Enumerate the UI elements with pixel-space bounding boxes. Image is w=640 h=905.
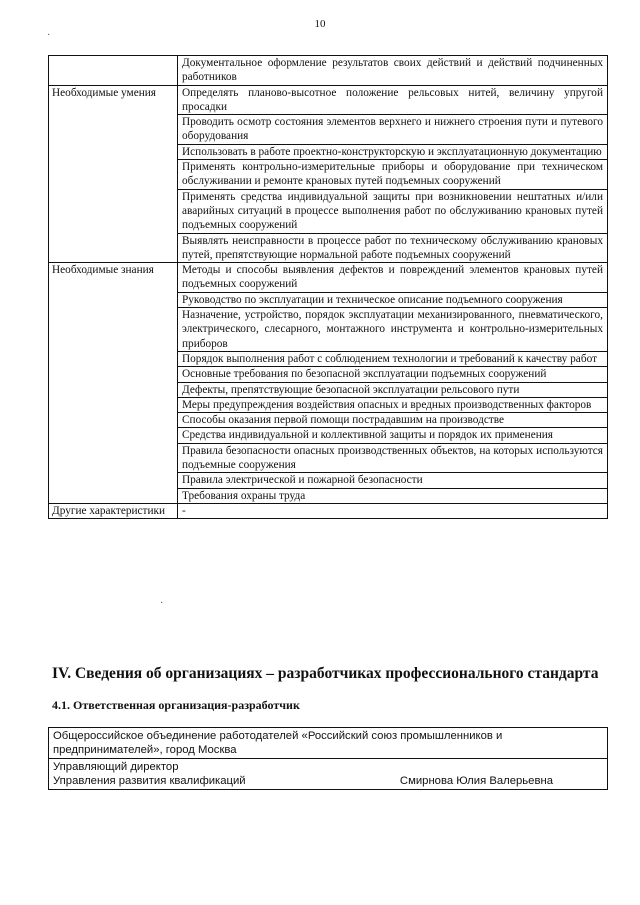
row-item: Применять средства индивидуальной защиты при возникновении нештатных и/или аварийных ситуаций в процессе выполнения работ по обслуживанию крановых путей подъемных сооружений [178, 189, 608, 233]
position-line-2 [53, 774, 603, 788]
row-item: Проводить осмотр состояния элементов верхнего и нижнего строения пути и путевого оборудования [178, 115, 608, 145]
table-row [49, 85, 608, 115]
row-item: Средства индивидуальной и коллективной защиты и порядок их применения [178, 428, 608, 443]
row-item: Руководство по эксплуатации и техническое описание подъемного сооружения [178, 292, 608, 307]
person-name: Смирнова Юлия Валерьевна [399, 775, 553, 787]
row-label: Необходимые знания [49, 263, 178, 504]
scan-mark: · [47, 30, 51, 41]
row-item: Дефекты, препятствующие безопасной эксплуатации рельсового пути [178, 382, 608, 397]
org-signatory [49, 759, 608, 790]
row-item: Назначение, устройство, порядок эксплуатации механизированного, пневматического, электрического, слесарного, монтажного инструмента и контрольно-измерительных приборов [178, 308, 608, 352]
row-item: Выявлять неисправности в процессе работ по техническому обслуживанию крановых путей, препятствующие нормальной работе подъемных сооружений [178, 233, 608, 263]
section-heading: IV. Сведения об организациях – разработчиках профессионального стандарта [52, 665, 599, 682]
row-item: Порядок выполнения работ с соблюдением технологии и требований к качеству работ [178, 351, 608, 366]
row-item: Методы и способы выявления дефектов и повреждений элементов крановых путей подъемных сооружений [178, 263, 608, 293]
row-label [49, 56, 178, 86]
position-line-2-text: Управления развития квалификаций [53, 775, 246, 787]
competency-table [48, 55, 608, 519]
row-item: Требования охраны труда [178, 488, 608, 503]
row-item: Документальное оформление результатов своих действий и действий подчиненных работников [178, 56, 608, 86]
row-item: Использовать в работе проектно-конструкторскую и эксплуатационную документацию [178, 144, 608, 159]
table-row [49, 263, 608, 293]
position-line-1: Управляющий директор [53, 761, 179, 773]
subsection-heading: 4.1. Ответственная организация-разработчик [52, 698, 300, 712]
row-item: Способы оказания первой помощи пострадавшим на производстве [178, 413, 608, 428]
org-name-row [49, 728, 608, 759]
page-number: 10 [314, 18, 326, 30]
row-label: Другие характеристики [49, 503, 178, 518]
row-item: - [178, 503, 608, 518]
competency-table-body [49, 56, 608, 519]
table-row [49, 503, 608, 518]
org-signatory-row [49, 759, 608, 790]
row-item: Основные требования по безопасной эксплуатации подъемных сооружений [178, 367, 608, 382]
row-item: Правила безопасности опасных производственных объектов, на которых используются подъемные сооружения [178, 443, 608, 473]
row-item: Применять контрольно-измерительные приборы и оборудование при техническом обслуживании и ремонте крановых путей подъемных сооружений [178, 160, 608, 190]
table-row [49, 56, 608, 86]
org-name: Общероссийское объединение работодателей «Российский союз промышленников и предпринимателей», город Москва [49, 728, 608, 759]
row-label: Необходимые умения [49, 85, 178, 263]
scan-mark: · [160, 598, 164, 609]
row-item: Определять планово-высотное положение рельсовых нитей, величину упругой просадки [178, 85, 608, 115]
organization-table [48, 727, 608, 790]
row-item: Правила электрической и пожарной безопасности [178, 473, 608, 488]
row-item: Меры предупреждения воздействия опасных и вредных производственных факторов [178, 397, 608, 412]
